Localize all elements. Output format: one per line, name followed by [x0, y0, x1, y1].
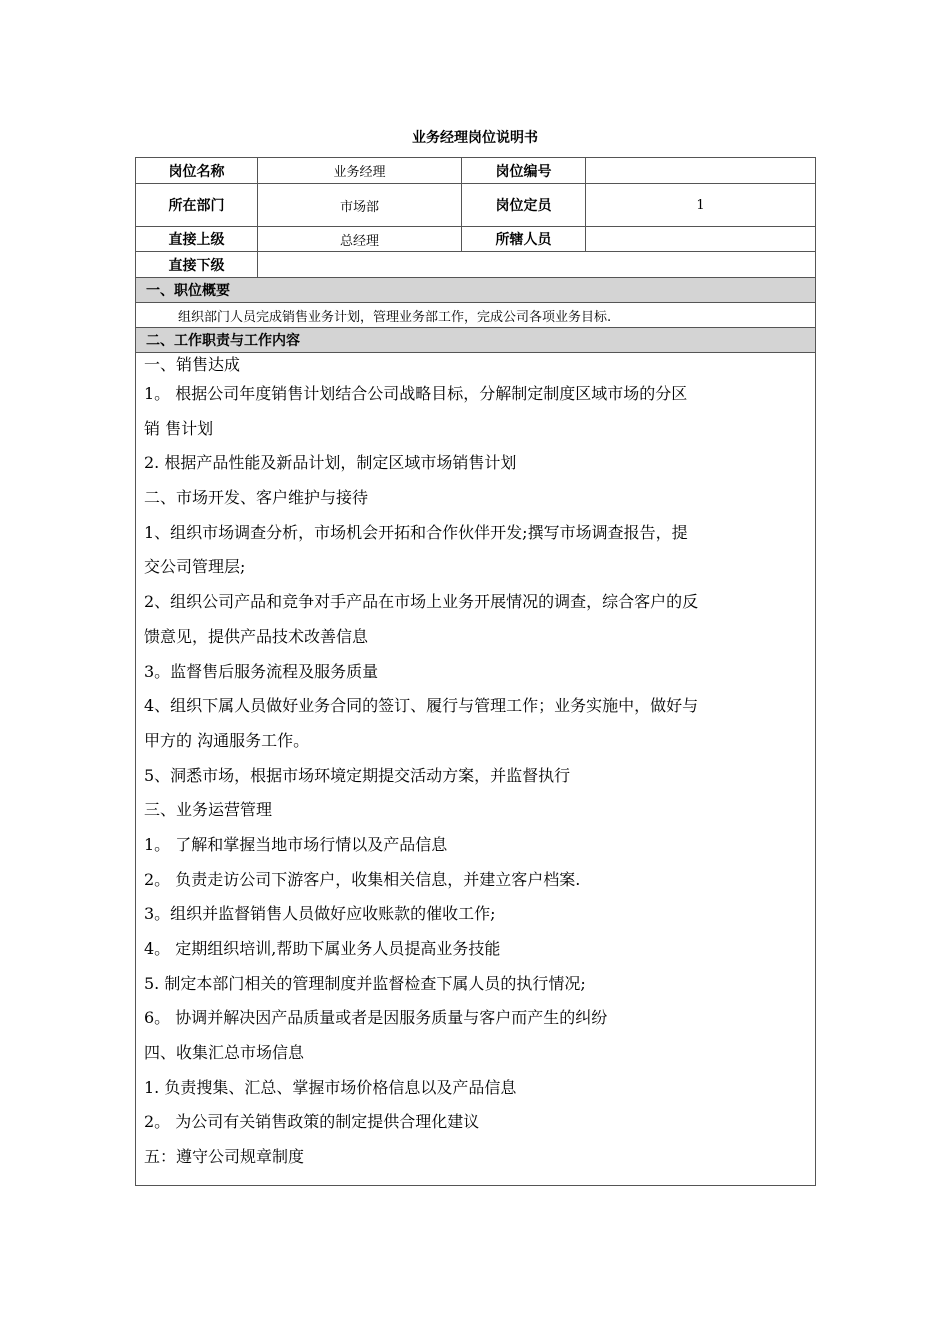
managed-staff-value [586, 227, 816, 252]
duty-line: 馈意见，提供产品技术改善信息 [144, 626, 369, 646]
duty-line: 四、收集汇总市场信息 [144, 1043, 305, 1063]
overview-text: 组织部门人员完成销售业务计划，管理业务部工作，完成公司各项业务目标. [136, 303, 816, 328]
managed-staff-label: 所辖人员 [462, 227, 586, 252]
duty-line: 1。 了解和掌握当地市场行情以及产品信息 [144, 834, 448, 854]
row-duties-header [136, 328, 816, 353]
duties-section-header: 二、工作职责与工作内容 [136, 328, 816, 353]
superior-label: 直接上级 [136, 227, 258, 252]
row-overview-text [136, 303, 816, 328]
duty-line: 2. 根据产品性能及新品计划，制定区域市场销售计划 [144, 453, 517, 473]
row-department [136, 184, 816, 227]
duty-line: 交公司管理层; [144, 557, 246, 577]
subordinate-value [258, 252, 816, 278]
overview-section-header: 一、职位概要 [136, 278, 816, 303]
duty-line: 6。 协调并解决因产品质量或者是因服务质量与客户而产生的纠纷 [144, 1008, 608, 1028]
position-name-value: 业务经理 [258, 158, 462, 184]
department-label: 所在部门 [136, 184, 258, 227]
duty-line: 2、组织公司产品和竞争对手产品在市场上业务开展情况的调查，综合客户的反 [144, 592, 699, 612]
duty-line: 2。 负责走访公司下游客户，收集相关信息，并建立客户档案. [144, 869, 581, 889]
duty-line: 三、业务运营管理 [144, 800, 273, 820]
row-overview-header [136, 278, 816, 303]
duty-line: 5. 制定本部门相关的管理制度并监督检查下属人员的执行情况; [144, 973, 586, 993]
headcount-value: 1 [586, 184, 816, 227]
job-description-table [135, 157, 816, 1186]
department-value: 市场部 [258, 184, 462, 227]
position-code-value [586, 158, 816, 184]
duty-line: 五：遵守公司规章制度 [144, 1147, 305, 1167]
duty-line: 3。组织并监督销售人员做好应收账款的催收工作; [144, 904, 496, 924]
position-name-label: 岗位名称 [136, 158, 258, 184]
row-position [136, 158, 816, 184]
duty-line: 4、组织下属人员做好业务合同的签订、履行与管理工作；业务实施中，做好与 [144, 696, 699, 716]
duty-line: 3。监督售后服务流程及服务质量 [144, 661, 379, 681]
subordinate-label: 直接下级 [136, 252, 258, 278]
duty-line: 一、销售达成 [144, 355, 241, 374]
duty-line: 2。 为公司有关销售政策的制定提供合理化建议 [144, 1112, 480, 1132]
row-duties-content [136, 353, 816, 1186]
duty-line: 5、洞悉市场，根据市场环境定期提交活动方案，并监督执行 [144, 765, 571, 785]
duty-line: 1、组织市场调查分析，市场机会开拓和合作伙伴开发;撰写市场调查报告，提 [144, 522, 688, 542]
position-code-label: 岗位编号 [462, 158, 586, 184]
superior-value: 总经理 [258, 227, 462, 252]
row-superior [136, 227, 816, 252]
row-subordinate [136, 252, 816, 278]
duty-line: 销 售计划 [144, 418, 214, 438]
document-title: 业务经理岗位说明书 [412, 130, 538, 146]
duty-line: 1。 根据公司年度销售计划结合公司战略目标，分解制定制度区域市场的分区 [144, 384, 688, 403]
duties-content [136, 353, 816, 1186]
duty-line: 二、市场开发、客户维护与接待 [144, 488, 369, 508]
duty-line: 1. 负责搜集、汇总、掌握市场价格信息以及产品信息 [144, 1077, 517, 1097]
headcount-label: 岗位定员 [462, 184, 586, 227]
duty-line: 4。 定期组织培训,帮助下属业务人员提高业务技能 [144, 939, 501, 958]
duty-line: 甲方的 沟通服务工作。 [144, 730, 310, 750]
